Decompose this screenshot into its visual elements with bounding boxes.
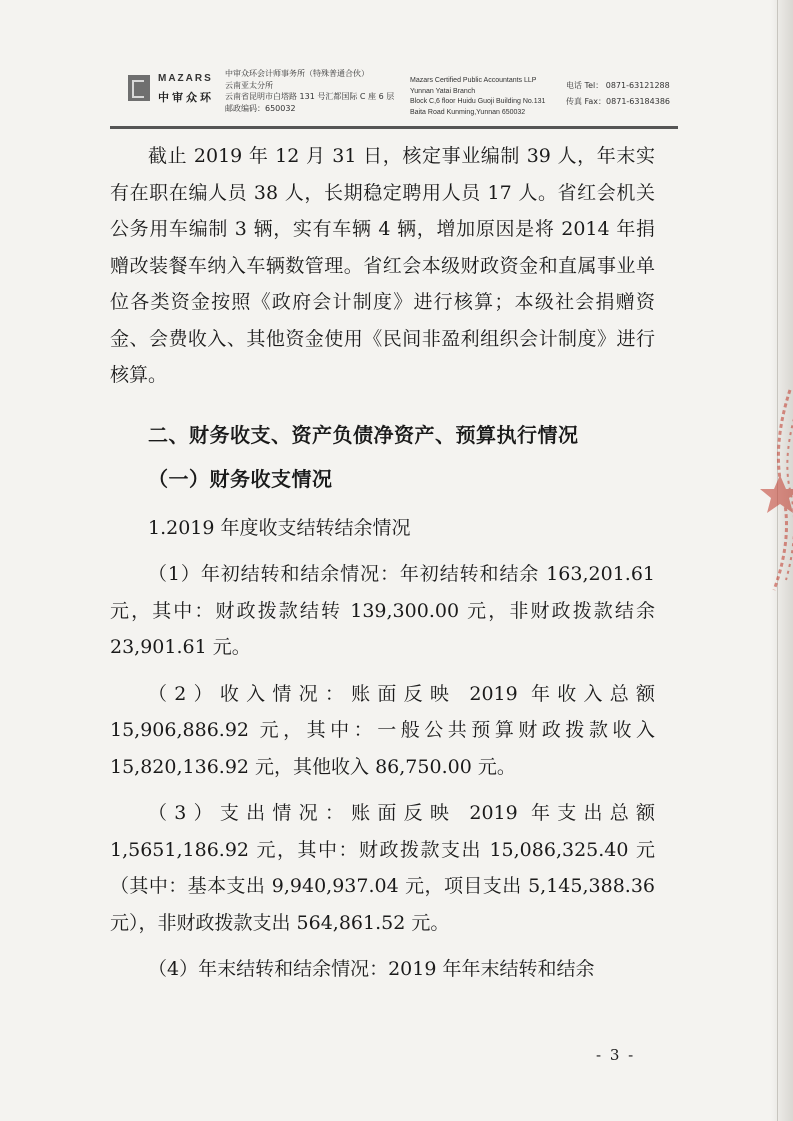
expenditure-paragraph: （3）支出情况：账面反映 2019 年支出总额 1,5651,186.92 元，其中：财政拨款支出 15,086,325.40 元（其中：基本支出 9,940,937.04 元，项目支出 5,145,388.36 元），非财政拨款支出 564,861.52 元。: [110, 802, 655, 934]
contact-info: [566, 78, 670, 110]
section-heading: 二、财务收支、资产负债净资产、预算执行情况: [148, 422, 579, 447]
logo-text-en: MAZARS: [158, 73, 213, 84]
intro-paragraph: 截止 2019 年 12 月 31 日，核定事业编制 39 人，年末实有在职在编人员 38 人，长期稳定聘用人员 17 人。省红会机关公务用车编制 3 辆，实有车辆 4 辆，增加原因是将 2014 年捐赠改装餐车纳入车辆数管理。省红会本级财政资金和直属事业单位各类资金按照《政府会计制度》进行核算；本级社会捐赠资金、会费收入、其他资金使用《民间非盈利组织会计制度》进行核算。: [110, 145, 655, 386]
mazars-logo-mark-icon: [128, 75, 150, 101]
branch-name-en: Yunnan Yatai Branch: [410, 87, 476, 95]
income-paragraph: （2）收入情况：账面反映 2019 年收入总额 15,906,886.92 元，其中：一般公共预算财政拨款收入 15,820,136.92 元，其他收入 86,750.00 元。: [110, 682, 655, 778]
item-heading: 1.2019 年度收支结转结余情况: [148, 516, 411, 539]
logo-text-cn: 中审众环: [158, 91, 214, 104]
subsection-heading: （一）财务收支情况: [148, 466, 333, 491]
letterhead-rule: [110, 126, 678, 129]
postcode-cn: 邮政编码：650032: [225, 103, 296, 113]
document-body: [110, 138, 655, 988]
firm-address-en: [410, 76, 545, 118]
mazars-logo: [128, 71, 224, 105]
telephone: 电话 Tel： 0871-63121288: [566, 81, 670, 90]
address-cn: 云南省昆明市白塔路 131 号汇都国际 C 座 6 层: [225, 92, 395, 101]
fax: 传真 Fax：0871-63184386: [566, 97, 671, 106]
closing-balance-paragraph: （4）年末结转和结余情况：2019 年年末结转和结余: [148, 958, 595, 980]
page-number: - 3 -: [596, 1046, 636, 1064]
firm-address-cn: [225, 68, 394, 114]
address-en-line2: Baita Road Kunming,Yunnan 650032: [410, 108, 526, 116]
firm-name-en: Mazars Certified Public Accountants LLP: [410, 77, 537, 84]
firm-name-cn: 中审众环会计师事务所（特殊普通合伙）: [225, 69, 369, 78]
branch-name-cn: 云南亚太分所: [225, 80, 273, 90]
letterhead: [118, 66, 678, 124]
opening-balance-paragraph: （1）年初结转和结余情况：年初结转和结余 163,201.61 元，其中：财政拨款结转 139,300.00 元，非财政拨款结余 23,901.61 元。: [110, 563, 655, 658]
address-en-line1: Block C,6 floor Huidu Guoji Building No.131: [410, 98, 546, 105]
red-seal-stamp-icon: [760, 385, 793, 595]
